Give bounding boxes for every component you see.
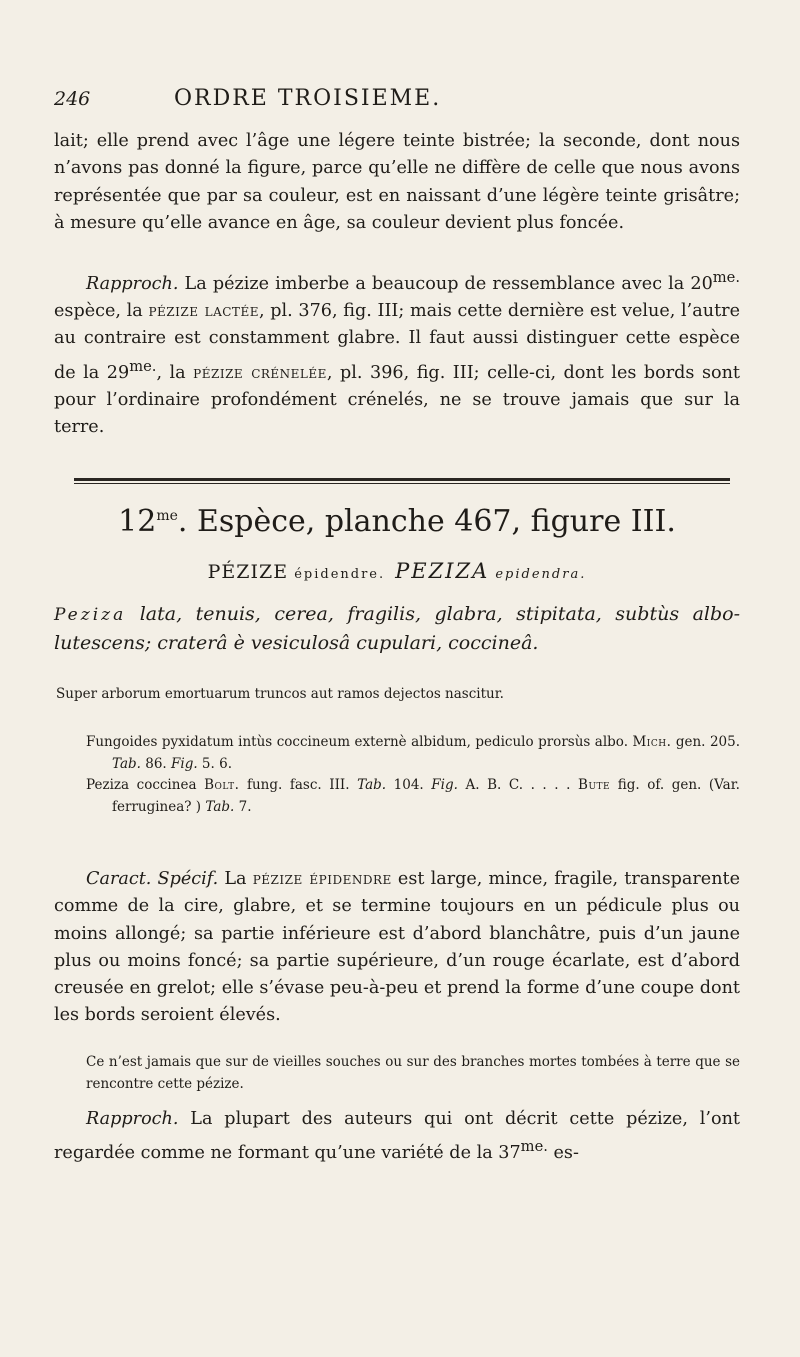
section-label: Rapproch. xyxy=(86,1109,179,1129)
text-run: Fungoides pyxidatum intùs coccineum externè albidum, pediculo prorsùs albo. xyxy=(86,734,633,750)
section-label: Caract. Spécif. xyxy=(86,869,219,889)
latin-epithet: epidendra. xyxy=(489,567,587,582)
characteristics-paragraph xyxy=(54,866,740,1030)
text-italic: Tab. xyxy=(205,798,235,815)
species-heading xyxy=(54,496,740,542)
species-name: pézize crénelée xyxy=(193,362,327,383)
habitat-latin xyxy=(54,684,740,706)
chapter-title: ORDRE TROISIEME. xyxy=(174,86,442,111)
species-heading-text: . Espèce, planche 467, figure III. xyxy=(177,504,676,539)
synonymy xyxy=(54,732,740,818)
continued-paragraph xyxy=(54,128,740,237)
text-run: 86. xyxy=(140,755,172,772)
diagnosis-text xyxy=(54,600,740,657)
text-run: 7. xyxy=(234,798,252,815)
latin-name: PEZIZA xyxy=(395,559,490,583)
ordinal-sup: me. xyxy=(129,357,157,375)
text-run: A. B. C. . . . . xyxy=(457,777,579,793)
genus-name: Peziza xyxy=(54,605,127,625)
text-run: Peziza coccinea xyxy=(86,777,205,793)
french-epithet: épidendre. xyxy=(288,567,386,582)
text-run: es- xyxy=(547,1143,579,1164)
text-run: La pézize imberbe a beaucoup de ressemblance avec la 20 xyxy=(178,273,713,294)
text-run: fung. fasc. III. xyxy=(239,777,358,793)
text-run: fig. of. gen. (Var. ferruginea? ) xyxy=(112,777,740,815)
habitat-french xyxy=(54,1052,740,1095)
ordinal-sup: me. xyxy=(520,1138,548,1156)
paragraph-text: lait; elle prend avec l’âge une légere teinte bistrée; la seconde, dont nous n’avons pas donné la figure, parce qu’elle ne diffère de celle que nous avons représentée que par sa couleur, est en naissant d’une légère teinte grisâtre; à mesure qu’elle avance en âge, sa couleur devient plus foncée. xyxy=(54,131,740,233)
text-run: , pl. 396, fig. III; celle-ci, dont les bords sont pour l’ordinaire profondément crénelés, ne se trouve jamais que sur la terre. xyxy=(54,362,740,438)
species-names xyxy=(54,558,740,588)
author-name: Mich. xyxy=(632,734,672,750)
text-run: 104. xyxy=(386,777,432,793)
species-name: pézize lactée xyxy=(148,301,259,322)
text-run: gen. 205. xyxy=(671,734,740,750)
text-run: est large, mince, fragile, transparente comme de la cire, glabre, et se termine toujours en un pédicule plus ou moins allongé; sa partie inférieure est d’abord blanchâtre, puis d’un jaune plus ou moins foncé; sa partie supérieure, d’un rouge écarlate, est d’abord creusée en grelot; elle s’évase peu-à-peu et prend la forme d’une coupe dont les bords seroient élevés. xyxy=(54,869,741,1026)
paragraph-text xyxy=(54,1106,740,1167)
text-run: espèce, la xyxy=(54,301,149,322)
text-run: La plupart des auteurs qui ont décrit cette pézize, l’ont regardée comme ne formant qu’une variété de la 37 xyxy=(54,1109,740,1164)
latin-diagnosis xyxy=(54,600,740,657)
section-rule xyxy=(74,478,730,481)
section-label: Rapproch. xyxy=(86,273,179,294)
ordinal-sup: me xyxy=(156,508,178,524)
page-number: 246 xyxy=(54,88,91,110)
ordinal-sup: me. xyxy=(712,269,740,286)
running-head xyxy=(54,88,740,112)
habitat-latin-text: Super arborum emortuarum truncos aut ramos dejectos nascitur. xyxy=(56,686,504,702)
text-italic: Fig. xyxy=(431,777,458,793)
species-number: 12 xyxy=(118,504,157,539)
section-rule-thin xyxy=(74,483,730,484)
text-italic: Tab. xyxy=(112,755,141,772)
text-run: 5. 6. xyxy=(197,755,232,772)
species-name: pézize épidendre xyxy=(252,869,392,889)
text-run: lata, tenuis, cerea, fragilis, glabra, stipitata, subtùs albo-lutescens; craterâ è vesiculosâ cupulari, coccineâ. xyxy=(54,603,740,654)
rapprochement-paragraph xyxy=(54,264,740,442)
french-name: PÉZIZE xyxy=(207,561,289,583)
text-run: , la xyxy=(156,362,194,383)
author-name: Bute xyxy=(578,777,611,793)
synonym-entry xyxy=(54,775,740,818)
author-name: Bolt. xyxy=(204,777,240,793)
synonym-entry xyxy=(54,732,740,775)
paragraph-text xyxy=(54,866,740,1030)
text-italic: Tab. xyxy=(357,777,387,793)
habitat-french-text: Ce n’est jamais que sur de vieilles souches ou sur des branches mortes tombées à terre que se rencontre cette pézize. xyxy=(86,1054,740,1092)
text-italic: Fig. xyxy=(171,755,198,772)
text-run: La xyxy=(218,869,253,889)
paragraph-text xyxy=(54,264,740,442)
text-run: , pl. 376, fig. III; mais cette dernière est velue, l’autre au contraire est constamment glabre. Il faut aussi distinguer cette espèce de la 29 xyxy=(54,301,740,383)
rapprochement-paragraph-2 xyxy=(54,1106,740,1167)
